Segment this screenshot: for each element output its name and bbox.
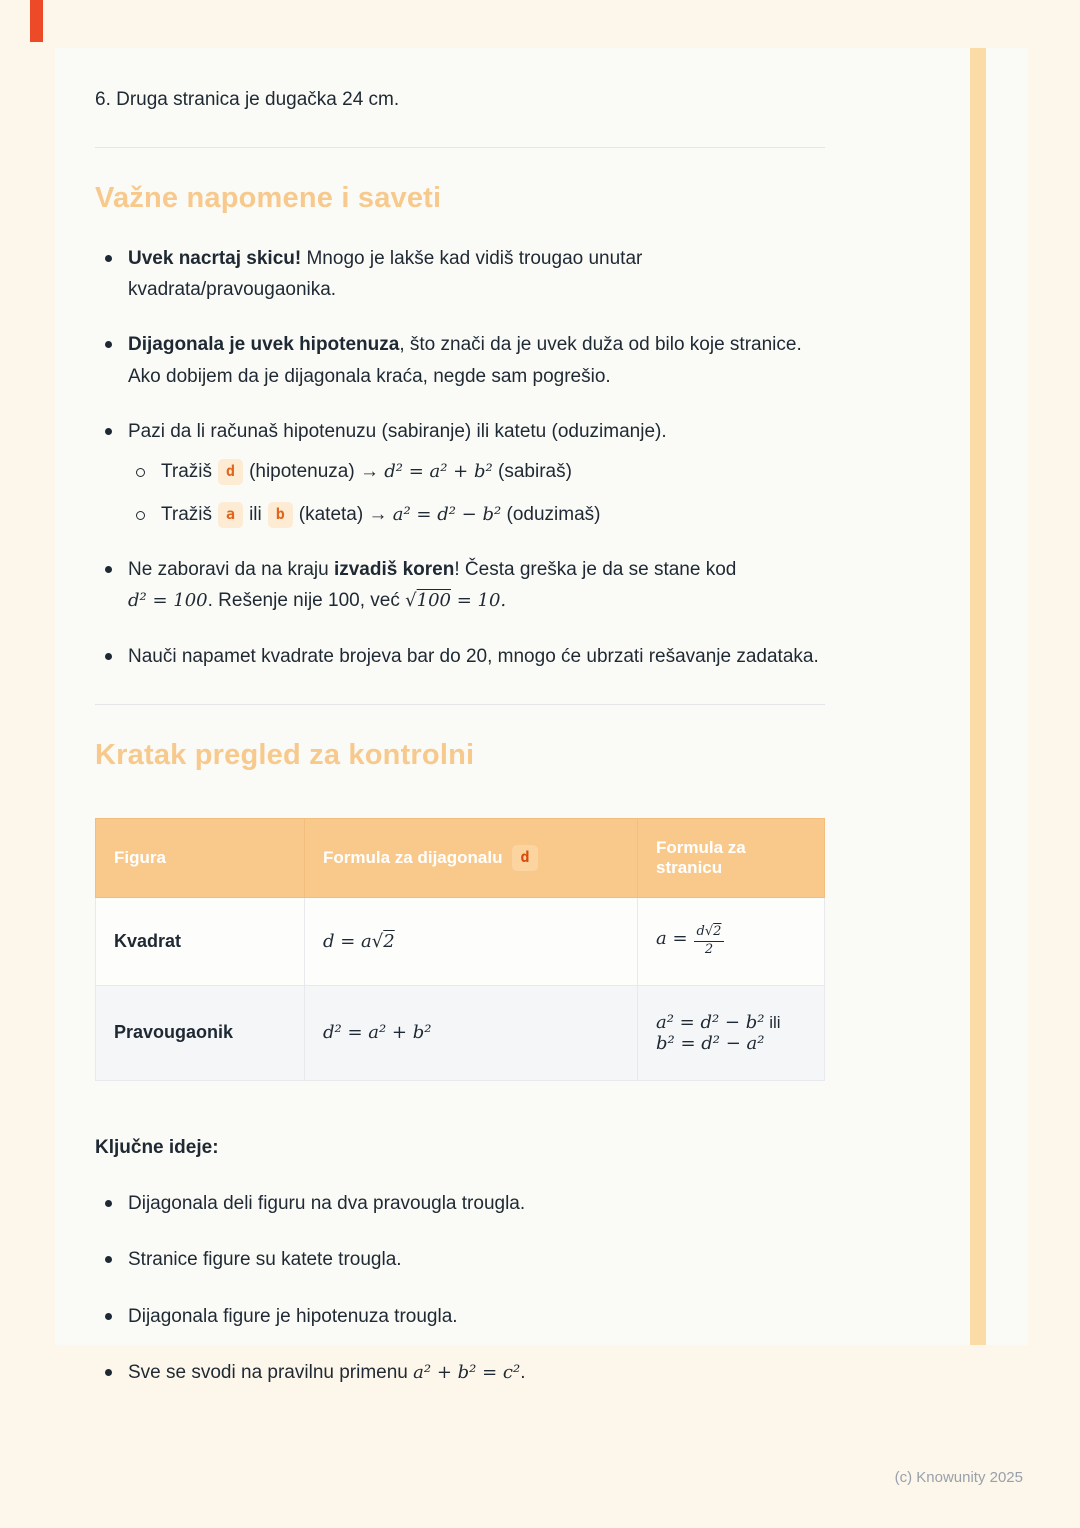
column-header-diagonal (305, 819, 638, 898)
section-title-review: Kratak pregled za kontrolni (95, 739, 475, 772)
table-header (96, 819, 825, 898)
table-body (96, 898, 825, 1081)
sqrt-radicand: 2 (383, 930, 395, 952)
text-run: (sabiraš) (492, 461, 572, 483)
math-formula (323, 931, 395, 952)
fraction-numerator (694, 924, 725, 942)
document-content (55, 48, 825, 1388)
list-item (95, 416, 825, 530)
document-card (55, 48, 1028, 1383)
column-header-side: Formula za stranicu (638, 819, 825, 898)
sub-list-item (128, 457, 825, 487)
right-accent-stripe (970, 48, 986, 1345)
review-table (95, 818, 825, 1081)
bold-run: Dijagonala je uvek hipotenuza (128, 334, 400, 356)
math-formula: a² = d² − b² (656, 1011, 765, 1033)
text-run: Pazi da li računaš hipotenuzu (sabiranje) ili katetu (oduzimanje). (128, 420, 667, 442)
text-run: . Rešenje nije 100, već (207, 590, 406, 612)
corner-accent-stripe (30, 0, 43, 42)
math-formula: a² = d² − b² (392, 503, 502, 525)
bold-run: Uvek nacrtaj skicu! (128, 247, 302, 269)
text-run: = 10. (450, 590, 507, 612)
column-header-figura: Figura (96, 819, 305, 898)
inline-code-d: d (512, 845, 537, 871)
text-run: (hipotenuza) → (249, 461, 385, 483)
text-run: ili (764, 1012, 781, 1032)
cell-side-formula (638, 985, 825, 1080)
key-ideas-list (95, 1189, 825, 1389)
divider (95, 704, 825, 705)
math-formula: d² = a² + b² (323, 1022, 432, 1044)
text-run: Ne zaboravi da na kraju (128, 559, 334, 580)
text-run: (oduzimaš) (501, 503, 601, 525)
bold-run: izvadiš koren (333, 559, 455, 580)
table-row-pravougaonik (96, 985, 825, 1080)
sqrt-symbol: √ (704, 924, 714, 940)
math-text: a = (656, 927, 688, 949)
inline-code-b: b (268, 502, 293, 528)
inline-code-d: d (218, 459, 243, 485)
cell-diagonal-formula (305, 898, 638, 986)
fraction-denominator: 2 (704, 941, 714, 957)
copyright-footer: (c) Knowunity 2025 (894, 1469, 1023, 1486)
text-run: ili (249, 503, 262, 525)
sqrt-radicand: 2 (713, 924, 722, 940)
list-item (95, 1358, 825, 1388)
text-run: Tražiš (161, 461, 213, 483)
list-item: Dijagonala deli figuru na dva pravougla trougla. (95, 1189, 825, 1219)
math-formula: b² = d² − a² (656, 1032, 765, 1054)
math-text: d = a (323, 930, 372, 952)
table-header-row (96, 819, 825, 898)
text-run: Mnogo je lakše kad vidiš trougao unutar kvadrata/pravougaonika. (128, 247, 643, 300)
list-item: Stranice figure su katete trougla. (95, 1245, 825, 1275)
text-run: ! Česta greška je da se stane kod (454, 559, 737, 580)
cell-figure: Kvadrat (96, 898, 305, 986)
list-item (95, 641, 825, 672)
divider (95, 147, 825, 148)
sqrt-radicand: 100 (416, 590, 451, 612)
cell-figure: Pravougaonik (96, 985, 305, 1080)
text-run: (kateta) → (298, 503, 393, 525)
math-formula (656, 924, 724, 957)
list-item: Dijagonala figure je hipotenuza trougla. (95, 1302, 825, 1332)
notes-bullet-list (95, 243, 825, 673)
fraction (694, 924, 725, 959)
inline-code-a: a (218, 502, 243, 528)
math-text: d (696, 924, 705, 940)
math-formula: d² = 100 (128, 590, 208, 612)
cell-side-formula (638, 898, 825, 986)
list-item (95, 554, 825, 617)
sub-bullet-list (128, 457, 825, 530)
text-run: Tražiš (161, 503, 213, 525)
key-ideas-title: Ključne ideje: (95, 1136, 219, 1158)
math-formula: d² = a² + b² (384, 461, 493, 483)
text-run: , što znači da je uvek duža od bilo koje stranice. Ako dobijem da je dijagonala kraća, negde sam pogrešio. (128, 334, 802, 387)
list-item (95, 243, 825, 306)
header-text: Formula za dijagonalu (323, 848, 503, 868)
section-title-notes: Važne napomene i saveti (95, 181, 442, 214)
sqrt-symbol: √ (405, 590, 417, 612)
text-run: Nauči napamet kvadrate brojeva bar do 20, mnogo će ubrzati rešavanje zadataka. (128, 645, 819, 667)
text-run: . (520, 1361, 526, 1383)
sqrt-formula (405, 590, 506, 611)
sub-list-item (128, 500, 825, 530)
sqrt-symbol: √ (371, 930, 384, 952)
math-formula: a² + b² = c² (413, 1361, 521, 1383)
text-run: Sve se svodi na pravilnu primenu (128, 1361, 414, 1383)
table-row-kvadrat (96, 898, 825, 986)
numbered-item-6: 6. Druga stranica je dugačka 24 cm. (95, 89, 400, 110)
cell-diagonal-formula (305, 985, 638, 1080)
list-item (95, 329, 825, 392)
